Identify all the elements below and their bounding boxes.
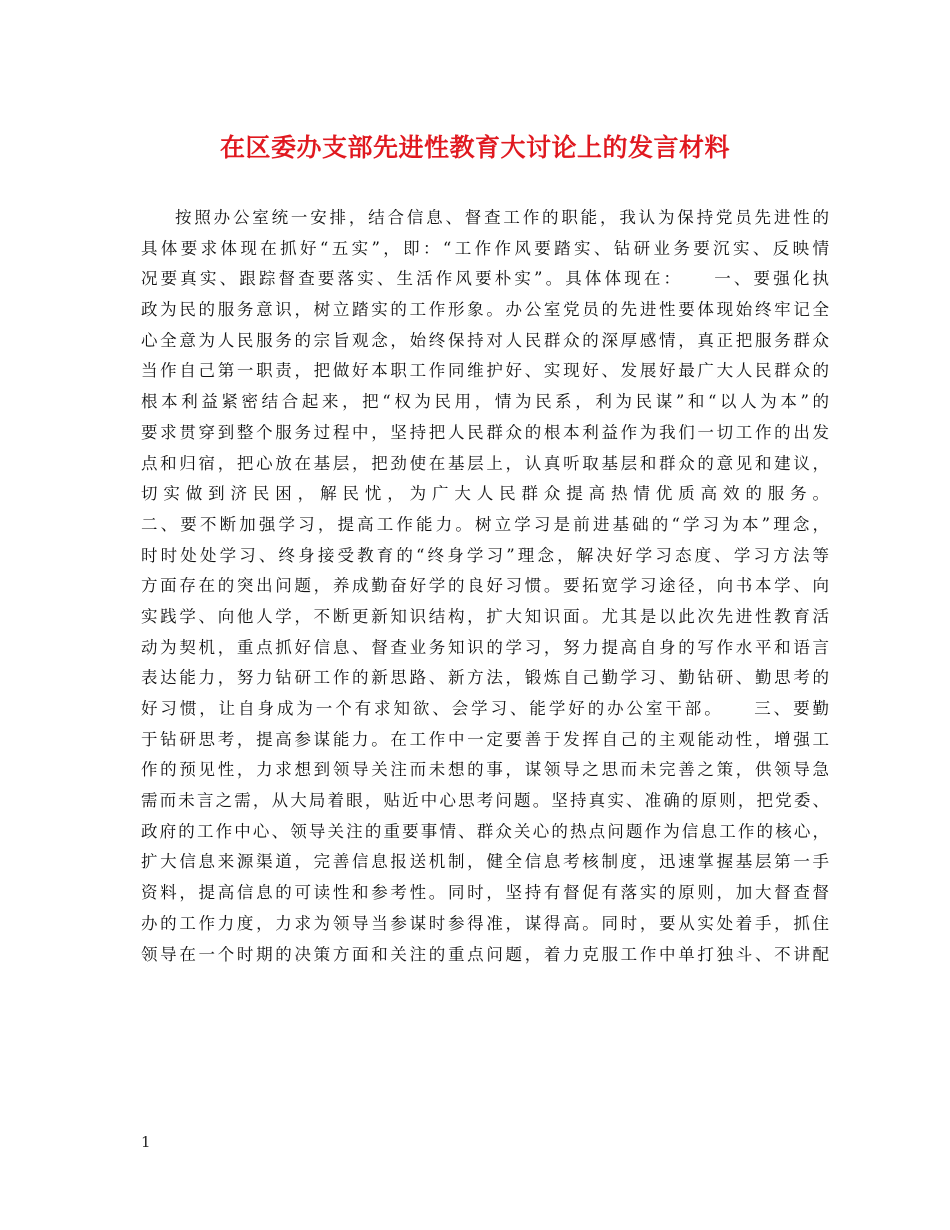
body-line: 需而未言之需，从大局着眼，贴近中心思考问题。坚持真实、准确的原则，把党委、 [141, 791, 829, 811]
body-line: 点和归宿，把心放在基层，把劲使在基层上，认真听取基层和群众的意见和建议， [141, 453, 829, 473]
body-line: 作的预见性，力求想到领导关注而未想的事，谋领导之思而未完善之策，供领导急 [141, 760, 829, 780]
page-number: 1 [141, 1133, 151, 1151]
body-line: 实践学、向他人学，不断更新知识结构，扩大知识面。尤其是以此次先进性教育活 [141, 606, 829, 626]
body-line: 二、要不断加强学习，提高工作能力。树立学习是前进基础的“学习为本”理念， [141, 514, 829, 534]
body-line: 好习惯，让自身成为一个有求知欲、会学习、能学好的办公室干部。 三、要勤 [141, 699, 829, 718]
body-line: 况要真实、跟踪督查要落实、生活作风要朴实”。具体体现在： 一、要强化执 [141, 269, 829, 289]
body-line: 方面存在的突出问题，养成勤奋好学的良好习惯。要拓宽学习途径，向书本学、向 [141, 576, 829, 596]
body-line: 时时处处学习、终身接受教育的“终身学习”理念，解决好学习态度、学习方法等 [141, 545, 829, 565]
body-line: 动为契机，重点抓好信息、督查业务知识的学习，努力提高自身的写作水平和语言 [141, 637, 829, 657]
body-line: 按照办公室统一安排，结合信息、督查工作的职能，我认为保持党员先进性的 [175, 208, 829, 227]
body-line: 资料，提高信息的可读性和参考性。同时，坚持有督促有落实的原则，加大督查督 [141, 883, 829, 903]
body-line: 切实做到济民困，解民忧，为广大人民群众提高热情优质高效的服务。 [141, 484, 829, 504]
body-line: 要求贯穿到整个服务过程中，坚持把人民群众的根本利益作为我们一切工作的出发 [141, 422, 829, 442]
body-line: 扩大信息来源渠道，完善信息报送机制，健全信息考核制度，迅速掌握基层第一手 [141, 852, 829, 872]
body-line: 办的工作力度，力求为领导当参谋时参得准，谋得高。同时，要从实处着手，抓住 [141, 913, 829, 933]
document-title: 在区委办支部先进性教育大讨论上的发言材料 [219, 133, 730, 162]
body-line: 政府的工作中心、领导关注的重要事情、群众关心的热点问题作为信息工作的核心， [141, 821, 829, 841]
body-line: 当作自己第一职责，把做好本职工作同维护好、实现好、发展好最广大人民群众的 [141, 361, 829, 381]
body-line: 心全意为人民服务的宗旨观念，始终保持对人民群众的深厚感情，真正把服务群众 [141, 330, 829, 350]
body-line: 根本利益紧密结合起来，把“权为民用，情为民系，利为民谋”和“以人为本”的 [141, 392, 829, 412]
body-line: 于钻研思考，提高参谋能力。在工作中一定要善于发挥自己的主观能动性，增强工 [141, 729, 829, 749]
body-line: 政为民的服务意识，树立踏实的工作形象。办公室党员的先进性要体现始终牢记全 [141, 300, 829, 320]
body-line: 表达能力，努力钻研工作的新思路、新方法，锻炼自己勤学习、勤钻研、勤思考的 [141, 668, 829, 688]
body-line: 具体要求体现在抓好“五实”，即：“工作作风要踏实、钻研业务要沉实、反映情 [141, 238, 829, 258]
body-line: 领导在一个时期的决策方面和关注的重点问题，着力克服工作中单打独斗、不讲配 [141, 944, 829, 964]
document-body [141, 203, 829, 970]
